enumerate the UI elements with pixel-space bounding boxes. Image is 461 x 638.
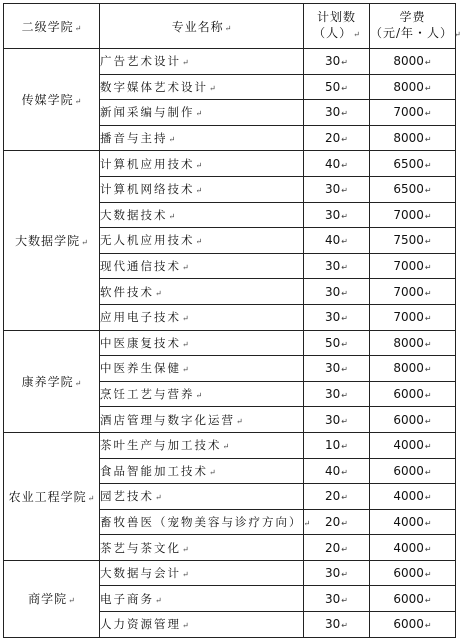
paragraph-mark: ↵: [341, 58, 348, 68]
paragraph-mark: ↵: [424, 186, 432, 196]
paragraph-mark: ↵: [209, 467, 216, 477]
plan-cell-text: 10: [325, 438, 341, 453]
paragraph-mark: ↵: [222, 442, 230, 452]
fee-cell: [370, 100, 456, 126]
paragraph-mark: ↵: [424, 83, 432, 93]
major-cell: [100, 253, 304, 279]
fee-cell-text: 4000: [393, 438, 424, 453]
table-row: [4, 49, 456, 75]
paragraph-mark: ↵: [341, 211, 348, 221]
paragraph-mark: ↵: [341, 416, 348, 426]
college-cell: [4, 49, 100, 151]
fee-cell: [370, 228, 456, 254]
major-cell: [100, 381, 304, 407]
paragraph-mark: ↵: [341, 339, 348, 349]
paragraph-mark: ↵: [341, 109, 348, 119]
paragraph-mark: ↵: [182, 570, 189, 580]
plan-cell-text: 40: [325, 233, 341, 248]
paragraph-mark: ↵: [68, 596, 75, 606]
major-cell: [100, 535, 304, 561]
table-row: [4, 330, 456, 356]
paragraph-mark: ↵: [168, 211, 176, 221]
major-cell-text: 食品智能加工技术: [100, 463, 208, 478]
paragraph-mark: ↵: [341, 186, 348, 196]
plan-cell-text: 30: [325, 566, 341, 581]
fee-cell-text: 7000: [393, 310, 424, 325]
major-cell: [100, 509, 311, 535]
paragraph-mark: ↵: [424, 288, 432, 298]
fee-cell-text: 6000: [393, 591, 424, 606]
fee-cell: [370, 151, 456, 177]
header-college: 二级学院↵: [4, 4, 100, 49]
plan-cell-text: 20: [325, 489, 341, 504]
fee-cell: [370, 356, 456, 382]
plan-cell-text: 30: [325, 54, 341, 69]
plan-cell: [304, 279, 370, 305]
paragraph-mark: ↵: [341, 570, 348, 580]
table-body: [4, 49, 456, 638]
paragraph-mark: ↵: [303, 518, 311, 528]
paragraph-mark: ↵: [74, 97, 82, 107]
paragraph-mark: ↵: [182, 314, 189, 324]
paragraph-mark: ↵: [424, 493, 432, 503]
paragraph-mark: ↵: [182, 58, 189, 68]
paragraph-mark: ↵: [424, 442, 432, 452]
fee-cell-text: 7500: [393, 233, 424, 248]
paragraph-mark: ↵: [182, 544, 189, 554]
fee-cell-text: 4000: [393, 540, 424, 555]
college-cell-text: 康养学院: [21, 374, 74, 389]
paragraph-mark: ↵: [209, 83, 216, 93]
major-cell: [100, 125, 304, 151]
paragraph-mark: ↵: [424, 339, 432, 349]
plan-cell-text: 30: [325, 617, 341, 632]
fee-cell-text: 6000: [393, 412, 424, 427]
fee-cell-text: 6000: [393, 463, 424, 478]
paragraph-mark: ↵: [424, 135, 432, 145]
major-cell-text: 园艺技术: [100, 489, 154, 504]
major-cell-text: 新闻采编与制作: [100, 105, 195, 120]
paragraph-mark: ↵: [155, 288, 162, 298]
major-cell-text: 播音与主持: [100, 131, 168, 146]
paragraph-mark: ↵: [424, 416, 432, 426]
fee-cell: [370, 407, 456, 433]
paragraph-mark: ↵: [424, 391, 432, 401]
fee-cell: [370, 304, 456, 330]
major-cell-text: 酒店管理与数字化运营: [100, 412, 235, 427]
paragraph-mark: ↵: [341, 135, 348, 145]
major-cell-text: 计算机应用技术: [100, 156, 195, 171]
enrollment-table: [3, 3, 461, 638]
plan-cell-text: 50: [325, 79, 341, 94]
paragraph-mark: ↵: [341, 467, 348, 477]
fee-cell-text: 6500: [393, 182, 424, 197]
major-cell: [100, 304, 304, 330]
plan-cell: [304, 586, 370, 612]
fee-cell-text: 7000: [393, 207, 424, 222]
major-cell-text: 现代通信技术: [100, 259, 181, 274]
fee-cell-text: 7000: [393, 284, 424, 299]
major-cell-text: 计算机网络技术: [100, 182, 195, 197]
paragraph-mark: ↵: [195, 160, 203, 170]
fee-cell-text: 4000: [393, 489, 424, 504]
major-cell: [100, 100, 304, 126]
plan-cell: [304, 304, 370, 330]
major-cell: [100, 202, 304, 228]
paragraph-mark: ↵: [341, 442, 348, 452]
plan-cell-text: 20: [325, 131, 341, 146]
plan-cell: [304, 612, 370, 638]
paragraph-mark: ↵: [182, 621, 189, 631]
plan-cell-text: 50: [325, 335, 341, 350]
plan-cell-text: 40: [325, 156, 341, 171]
major-cell-text: 软件技术: [100, 284, 154, 299]
major-cell-text: 大数据技术: [100, 207, 168, 222]
fee-cell: [370, 381, 456, 407]
fee-cell-text: 6000: [393, 566, 424, 581]
major-cell: [100, 330, 304, 356]
plan-cell: [304, 484, 370, 510]
major-cell-text: 人力资源管理: [100, 617, 181, 632]
major-cell: [100, 279, 304, 305]
major-cell-text: 数字媒体艺术设计: [100, 79, 208, 94]
paragraph-mark: ↵: [341, 314, 348, 324]
fee-cell: [370, 279, 456, 305]
fee-cell: [370, 176, 456, 202]
plan-cell: [304, 228, 370, 254]
plan-cell-text: 30: [325, 361, 341, 376]
fee-cell-text: 8000: [393, 54, 424, 69]
major-cell: [100, 49, 304, 75]
plan-cell-text: 30: [325, 207, 341, 222]
major-cell: [100, 586, 304, 612]
fee-cell: [370, 202, 456, 228]
plan-cell: [304, 407, 370, 433]
fee-cell: [370, 330, 456, 356]
plan-cell: [304, 560, 370, 586]
header-fee: 学费 （元/年・人）↵: [370, 4, 456, 49]
paragraph-mark: ↵: [341, 160, 348, 170]
major-cell-text: 畜牧兽医（宠物美容与诊疗方向）: [100, 514, 303, 529]
plan-cell: [304, 356, 370, 382]
table-row: [4, 151, 456, 177]
college-cell-text: 传媒学院: [21, 93, 74, 108]
paragraph-mark: ↵: [182, 365, 189, 375]
paragraph-mark: ↵: [182, 339, 189, 349]
plan-cell: [304, 74, 370, 100]
fee-cell-text: 8000: [393, 361, 424, 376]
paragraph-mark: ↵: [195, 237, 203, 247]
college-cell-text: 大数据学院: [15, 233, 81, 248]
college-cell-text: 农业工程学院: [8, 489, 87, 504]
paragraph-mark: ↵: [81, 237, 88, 247]
plan-cell-text: 30: [325, 591, 341, 606]
major-cell: [100, 407, 304, 433]
paragraph-mark: ↵: [341, 263, 348, 273]
paragraph-mark: ↵: [424, 365, 432, 375]
plan-cell-text: 30: [325, 105, 341, 120]
fee-cell: [370, 125, 456, 151]
major-cell: [100, 151, 304, 177]
paragraph-mark: ↵: [195, 391, 203, 401]
major-cell-text: 应用电子技术: [100, 310, 181, 325]
paragraph-mark: ↵: [424, 109, 432, 119]
paragraph-mark: ↵: [155, 493, 162, 503]
major-cell: [100, 74, 304, 100]
major-cell-text: 中医养生保健: [100, 361, 181, 376]
fee-cell: [370, 458, 456, 484]
major-cell-text: 广告艺术设计: [100, 54, 181, 69]
major-cell: [100, 484, 304, 510]
paragraph-mark: ↵: [424, 621, 432, 631]
plan-cell-text: 30: [325, 412, 341, 427]
college-cell: [4, 560, 100, 637]
plan-cell: [304, 202, 370, 228]
table-header-row: [4, 4, 456, 49]
paragraph-mark: ↵: [236, 416, 243, 426]
plan-cell-text: 30: [325, 284, 341, 299]
fee-cell: [370, 509, 456, 535]
paragraph-mark: ↵: [87, 493, 95, 503]
plan-cell: [304, 458, 370, 484]
paragraph-mark: ↵: [424, 211, 432, 221]
fee-cell-text: 6000: [393, 387, 424, 402]
major-cell: [100, 176, 304, 202]
paragraph-mark: ↵: [155, 595, 162, 605]
paragraph-mark: ↵: [341, 365, 348, 375]
paragraph-mark: ↵: [341, 493, 348, 503]
fee-cell-text: 8000: [393, 79, 424, 94]
fee-cell: [370, 484, 456, 510]
paragraph-mark: ↵: [341, 595, 348, 605]
plan-cell-text: 30: [325, 387, 341, 402]
plan-cell: [304, 432, 370, 458]
major-cell: [100, 560, 304, 586]
paragraph-mark: ↵: [341, 83, 348, 93]
paragraph-mark: ↵: [424, 595, 432, 605]
college-cell: [4, 432, 100, 560]
paragraph-mark: ↵: [195, 186, 203, 196]
plan-cell: [304, 330, 370, 356]
table-row: [4, 432, 456, 458]
paragraph-mark: ↵: [424, 160, 432, 170]
plan-cell: [304, 176, 370, 202]
fee-cell-text: 6500: [393, 156, 424, 171]
major-cell: [100, 432, 304, 458]
paragraph-mark: ↵: [341, 544, 348, 554]
fee-cell: [370, 586, 456, 612]
college-cell: [4, 151, 100, 330]
header-plan: 计划数 （人）↵: [304, 4, 370, 49]
fee-cell-text: 8000: [393, 131, 424, 146]
fee-cell-text: 7000: [393, 259, 424, 274]
paragraph-mark: ↵: [74, 378, 82, 388]
table-row: [4, 560, 456, 586]
paragraph-mark: ↵: [424, 570, 432, 580]
major-cell-text: 烹饪工艺与营养: [100, 387, 195, 402]
plan-cell-text: 40: [325, 463, 341, 478]
major-cell-text: 茶艺与茶文化: [100, 540, 181, 555]
paragraph-mark: ↵: [424, 58, 432, 68]
plan-cell: [304, 381, 370, 407]
fee-cell: [370, 49, 456, 75]
paragraph-mark: ↵: [341, 518, 348, 528]
plan-cell: [304, 509, 370, 535]
paragraph-mark: ↵: [341, 621, 348, 631]
fee-cell-text: 7000: [393, 105, 424, 120]
paragraph-mark: ↵: [341, 391, 348, 401]
fee-cell: [370, 612, 456, 638]
plan-cell: [304, 100, 370, 126]
fee-cell: [370, 560, 456, 586]
major-cell: [100, 228, 304, 254]
paragraph-mark: ↵: [424, 544, 432, 554]
plan-cell: [304, 253, 370, 279]
plan-cell-text: 30: [325, 259, 341, 274]
plan-cell: [304, 125, 370, 151]
paragraph-mark: ↵: [424, 518, 432, 528]
fee-cell: [370, 535, 456, 561]
paragraph-mark: ↵: [182, 263, 189, 273]
fee-cell: [370, 74, 456, 100]
paragraph-mark: ↵: [341, 237, 348, 247]
major-cell: [100, 356, 304, 382]
fee-cell-text: 8000: [393, 335, 424, 350]
fee-cell: [370, 432, 456, 458]
college-cell-text: 商学院: [28, 592, 68, 607]
fee-cell: [370, 253, 456, 279]
plan-cell-text: 20: [325, 540, 341, 555]
fee-cell-text: 4000: [393, 514, 424, 529]
fee-cell-text: 6000: [393, 617, 424, 632]
paragraph-mark: ↵: [424, 467, 432, 477]
plan-cell-text: 20: [325, 514, 341, 529]
major-cell-text: 无人机应用技术: [100, 233, 195, 248]
major-cell-text: 茶叶生产与加工技术: [100, 438, 222, 453]
plan-cell: [304, 151, 370, 177]
major-cell-text: 电子商务: [100, 591, 154, 606]
paragraph-mark: ↵: [341, 288, 348, 298]
major-cell: [100, 612, 304, 638]
major-cell: [100, 458, 304, 484]
paragraph-mark: ↵: [195, 109, 203, 119]
college-cell: [4, 330, 100, 432]
plan-cell: [304, 49, 370, 75]
major-cell-text: 大数据与会计: [100, 566, 181, 581]
paragraph-mark: ↵: [424, 263, 432, 273]
paragraph-mark: ↵: [424, 314, 432, 324]
paragraph-mark: ↵: [424, 237, 432, 247]
major-cell-text: 中医康复技术: [100, 335, 181, 350]
plan-cell-text: 30: [325, 310, 341, 325]
plan-cell-text: 30: [325, 182, 341, 197]
paragraph-mark: ↵: [168, 135, 176, 145]
header-major: 专业名称↵: [100, 4, 304, 49]
plan-cell: [304, 535, 370, 561]
